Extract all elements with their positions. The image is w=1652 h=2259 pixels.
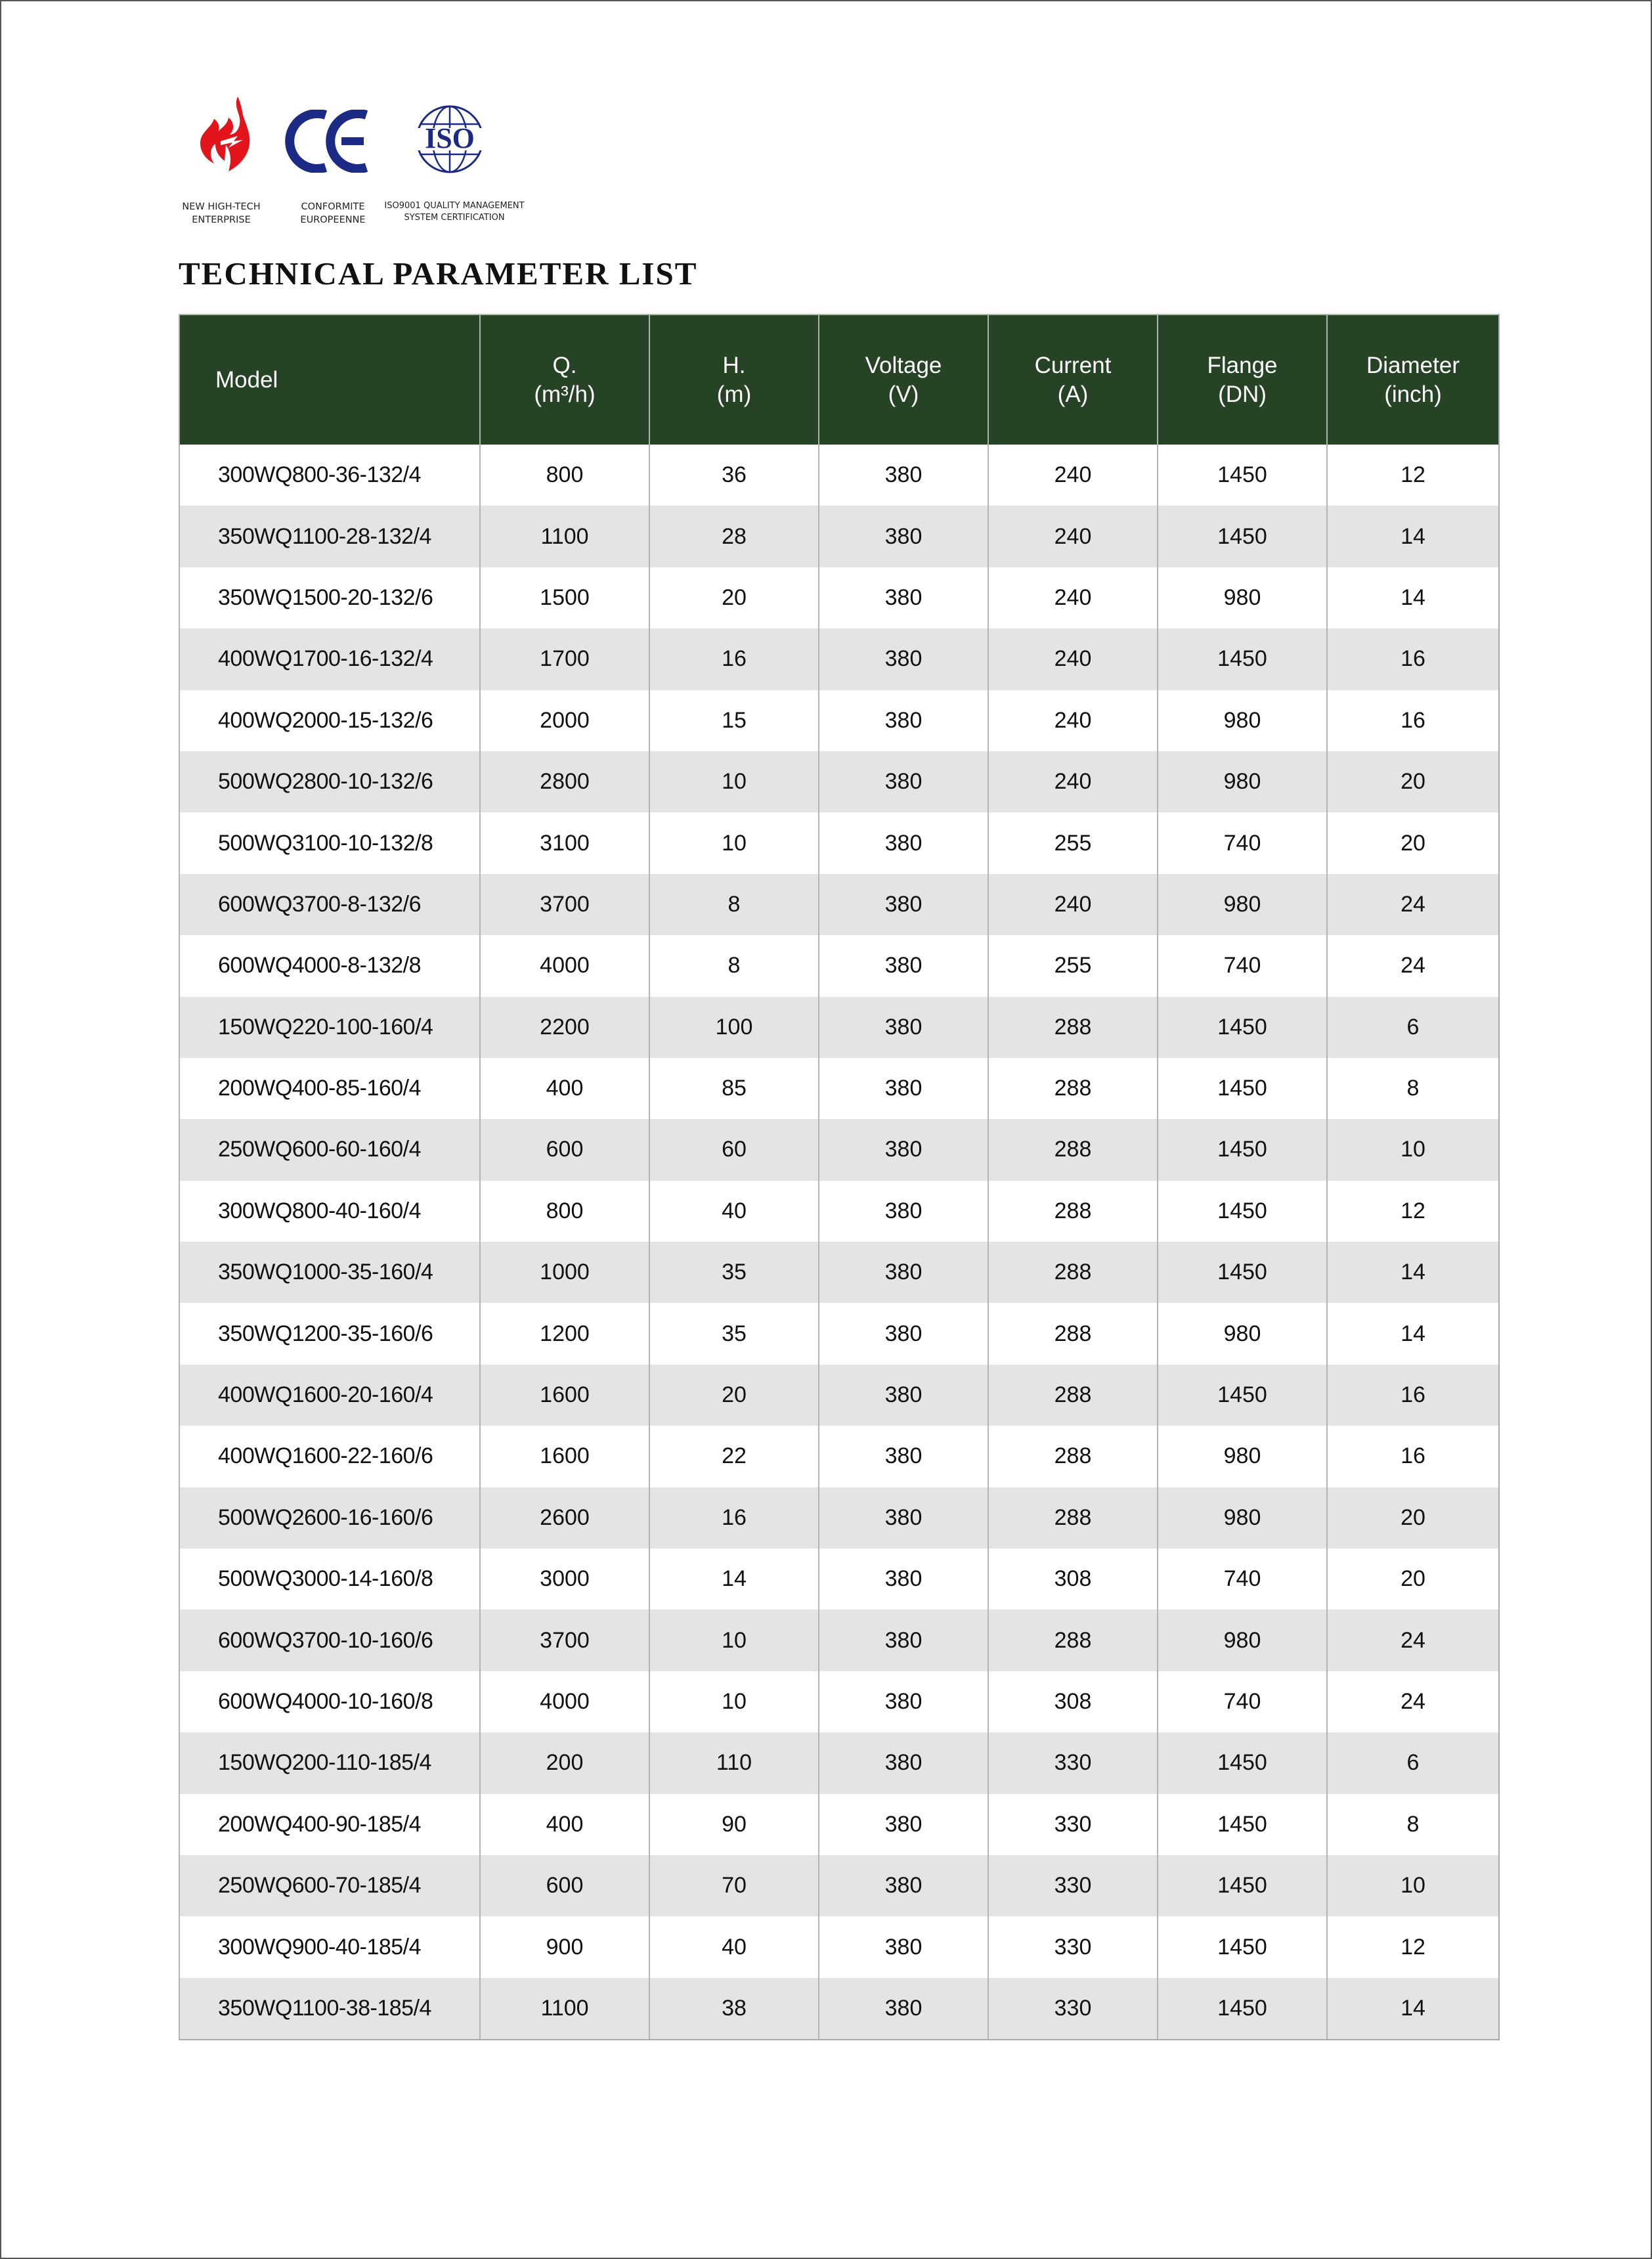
table-row bbox=[179, 751, 1499, 812]
table-row bbox=[179, 1058, 1499, 1119]
cell-flange: 980 bbox=[1158, 1487, 1327, 1548]
cell-head-h: 100 bbox=[649, 997, 819, 1058]
cell-current: 288 bbox=[988, 1058, 1158, 1119]
cell-current: 240 bbox=[988, 567, 1158, 628]
cell-current: 288 bbox=[988, 1365, 1158, 1426]
cell-current: 308 bbox=[988, 1671, 1158, 1732]
table-row bbox=[179, 506, 1499, 567]
parameter-table-container bbox=[179, 314, 1498, 2040]
cell-flange: 740 bbox=[1158, 812, 1327, 873]
cell-voltage: 380 bbox=[819, 445, 988, 506]
cell-voltage: 380 bbox=[819, 506, 988, 567]
cell-diameter: 20 bbox=[1327, 1487, 1499, 1548]
cell-model: 500WQ2800-10-132/6 bbox=[179, 751, 480, 812]
cell-diameter: 20 bbox=[1327, 812, 1499, 873]
high-tech-logo bbox=[185, 95, 271, 177]
cell-head-h: 20 bbox=[649, 1365, 819, 1426]
cell-current: 330 bbox=[988, 1732, 1158, 1793]
cell-model: 500WQ2600-16-160/6 bbox=[179, 1487, 480, 1548]
cell-head-h: 14 bbox=[649, 1548, 819, 1610]
cell-current: 288 bbox=[988, 1303, 1158, 1364]
cell-current: 288 bbox=[988, 1487, 1158, 1548]
cell-head-h: 8 bbox=[649, 935, 819, 996]
cell-voltage: 380 bbox=[819, 1610, 988, 1671]
cell-head-h: 16 bbox=[649, 1487, 819, 1548]
cell-flange: 1450 bbox=[1158, 1058, 1327, 1119]
cell-head-h: 10 bbox=[649, 1610, 819, 1671]
column-header-label: Q. bbox=[552, 352, 577, 378]
cell-head-h: 15 bbox=[649, 690, 819, 751]
cell-head-h: 85 bbox=[649, 1058, 819, 1119]
cell-flange: 740 bbox=[1158, 1671, 1327, 1732]
column-header-unit: (DN) bbox=[1218, 381, 1267, 407]
cell-model: 300WQ900-40-185/4 bbox=[179, 1916, 480, 1977]
cell-flow-q: 3000 bbox=[480, 1548, 649, 1610]
cell-current: 330 bbox=[988, 1855, 1158, 1916]
cell-flow-q: 200 bbox=[480, 1732, 649, 1793]
table-row bbox=[179, 1671, 1499, 1732]
cell-model: 350WQ1000-35-160/4 bbox=[179, 1242, 480, 1303]
cell-voltage: 380 bbox=[819, 567, 988, 628]
cell-flow-q: 2600 bbox=[480, 1487, 649, 1548]
cell-current: 240 bbox=[988, 751, 1158, 812]
table-row bbox=[179, 1426, 1499, 1487]
cell-current: 330 bbox=[988, 1794, 1158, 1855]
table-row bbox=[179, 1732, 1499, 1793]
table-row bbox=[179, 1916, 1499, 1977]
column-header-unit: (inch) bbox=[1384, 381, 1442, 407]
cell-voltage: 380 bbox=[819, 1916, 988, 1977]
cell-model: 250WQ600-60-160/4 bbox=[179, 1119, 480, 1180]
cell-diameter: 12 bbox=[1327, 445, 1499, 506]
cell-head-h: 36 bbox=[649, 445, 819, 506]
cell-flow-q: 4000 bbox=[480, 1671, 649, 1732]
cell-diameter: 16 bbox=[1327, 628, 1499, 690]
cell-flange: 1450 bbox=[1158, 1794, 1327, 1855]
cell-head-h: 40 bbox=[649, 1181, 819, 1242]
cell-diameter: 6 bbox=[1327, 997, 1499, 1058]
cell-model: 600WQ4000-10-160/8 bbox=[179, 1671, 480, 1732]
cell-current: 240 bbox=[988, 690, 1158, 751]
cell-voltage: 380 bbox=[819, 1487, 988, 1548]
cell-flange: 1450 bbox=[1158, 1181, 1327, 1242]
cell-flow-q: 2800 bbox=[480, 751, 649, 812]
ce-logo bbox=[285, 110, 377, 175]
cell-diameter: 8 bbox=[1327, 1058, 1499, 1119]
table-row bbox=[179, 1119, 1499, 1180]
cell-diameter: 10 bbox=[1327, 1855, 1499, 1916]
cell-current: 240 bbox=[988, 506, 1158, 567]
cell-flow-q: 2000 bbox=[480, 690, 649, 751]
cell-diameter: 24 bbox=[1327, 1671, 1499, 1732]
cell-voltage: 380 bbox=[819, 935, 988, 996]
cell-diameter: 8 bbox=[1327, 1794, 1499, 1855]
cell-flange: 980 bbox=[1158, 1426, 1327, 1487]
cell-voltage: 380 bbox=[819, 874, 988, 935]
cell-flange: 1450 bbox=[1158, 506, 1327, 567]
column-header-label: H. bbox=[722, 352, 746, 378]
cell-flange: 1450 bbox=[1158, 1916, 1327, 1977]
cell-diameter: 14 bbox=[1327, 1978, 1499, 2040]
column-header-label: Diameter bbox=[1366, 352, 1460, 378]
cell-diameter: 14 bbox=[1327, 506, 1499, 567]
cell-flange: 980 bbox=[1158, 567, 1327, 628]
cell-flow-q: 600 bbox=[480, 1119, 649, 1180]
cell-model: 300WQ800-36-132/4 bbox=[179, 445, 480, 506]
cell-current: 330 bbox=[988, 1916, 1158, 1977]
cell-voltage: 380 bbox=[819, 997, 988, 1058]
cell-head-h: 35 bbox=[649, 1242, 819, 1303]
cell-current: 240 bbox=[988, 445, 1158, 506]
cell-diameter: 14 bbox=[1327, 1303, 1499, 1364]
table-row bbox=[179, 628, 1499, 690]
cell-current: 330 bbox=[988, 1978, 1158, 2040]
cell-head-h: 8 bbox=[649, 874, 819, 935]
cell-flow-q: 2200 bbox=[480, 997, 649, 1058]
cell-voltage: 380 bbox=[819, 1732, 988, 1793]
cell-head-h: 110 bbox=[649, 1732, 819, 1793]
column-header-flange bbox=[1158, 315, 1327, 445]
cell-model: 350WQ1100-28-132/4 bbox=[179, 506, 480, 567]
iso-globe-icon bbox=[409, 103, 490, 175]
cell-flow-q: 1700 bbox=[480, 628, 649, 690]
cell-current: 288 bbox=[988, 1242, 1158, 1303]
column-header-label: Model bbox=[215, 366, 278, 393]
cell-flange: 980 bbox=[1158, 1303, 1327, 1364]
cell-voltage: 380 bbox=[819, 751, 988, 812]
table-row bbox=[179, 812, 1499, 873]
cell-diameter: 24 bbox=[1327, 1610, 1499, 1671]
cell-model: 150WQ200-110-185/4 bbox=[179, 1732, 480, 1793]
cell-flange: 1450 bbox=[1158, 1855, 1327, 1916]
iso-logo bbox=[407, 103, 492, 178]
table-row bbox=[179, 1365, 1499, 1426]
cell-diameter: 10 bbox=[1327, 1119, 1499, 1180]
table-row bbox=[179, 1610, 1499, 1671]
cell-flange: 980 bbox=[1158, 751, 1327, 812]
cell-diameter: 12 bbox=[1327, 1916, 1499, 1977]
cell-flange: 1450 bbox=[1158, 1119, 1327, 1180]
cell-model: 400WQ1700-16-132/4 bbox=[179, 628, 480, 690]
cell-flow-q: 3700 bbox=[480, 1610, 649, 1671]
column-header-flow-q bbox=[480, 315, 649, 445]
parameter-table bbox=[179, 314, 1500, 2040]
cell-head-h: 60 bbox=[649, 1119, 819, 1180]
cell-head-h: 90 bbox=[649, 1794, 819, 1855]
cell-current: 240 bbox=[988, 628, 1158, 690]
cell-head-h: 10 bbox=[649, 751, 819, 812]
cell-model: 350WQ1200-35-160/6 bbox=[179, 1303, 480, 1364]
cell-voltage: 380 bbox=[819, 1058, 988, 1119]
cell-diameter: 16 bbox=[1327, 1426, 1499, 1487]
column-header-unit: (V) bbox=[888, 381, 919, 407]
table-body bbox=[179, 445, 1499, 2040]
cell-current: 308 bbox=[988, 1548, 1158, 1610]
cell-model: 200WQ400-90-185/4 bbox=[179, 1794, 480, 1855]
table-row bbox=[179, 1303, 1499, 1364]
cell-diameter: 14 bbox=[1327, 1242, 1499, 1303]
iso-logo-text: ISO bbox=[425, 122, 475, 154]
column-header-diameter bbox=[1327, 315, 1499, 445]
cell-flange: 980 bbox=[1158, 690, 1327, 751]
cell-voltage: 380 bbox=[819, 1978, 988, 2040]
cell-current: 288 bbox=[988, 1610, 1158, 1671]
cell-model: 300WQ800-40-160/4 bbox=[179, 1181, 480, 1242]
cell-current: 255 bbox=[988, 935, 1158, 996]
cell-current: 288 bbox=[988, 997, 1158, 1058]
cell-voltage: 380 bbox=[819, 1794, 988, 1855]
cell-model: 500WQ3000-14-160/8 bbox=[179, 1548, 480, 1610]
cell-flow-q: 900 bbox=[480, 1916, 649, 1977]
cell-model: 350WQ1100-38-185/4 bbox=[179, 1978, 480, 2040]
cell-current: 255 bbox=[988, 812, 1158, 873]
cell-diameter: 14 bbox=[1327, 567, 1499, 628]
cell-voltage: 380 bbox=[819, 1119, 988, 1180]
cell-voltage: 380 bbox=[819, 1303, 988, 1364]
cell-diameter: 16 bbox=[1327, 1365, 1499, 1426]
cell-diameter: 12 bbox=[1327, 1181, 1499, 1242]
cell-head-h: 35 bbox=[649, 1303, 819, 1364]
cell-flow-q: 1100 bbox=[480, 1978, 649, 2040]
cell-diameter: 16 bbox=[1327, 690, 1499, 751]
table-header-row bbox=[179, 315, 1499, 445]
table-row bbox=[179, 1181, 1499, 1242]
cell-voltage: 380 bbox=[819, 812, 988, 873]
cell-flow-q: 600 bbox=[480, 1855, 649, 1916]
cell-model: 400WQ2000-15-132/6 bbox=[179, 690, 480, 751]
cell-flow-q: 400 bbox=[480, 1794, 649, 1855]
cell-flange: 1450 bbox=[1158, 445, 1327, 506]
cell-head-h: 10 bbox=[649, 1671, 819, 1732]
cell-voltage: 380 bbox=[819, 1181, 988, 1242]
cell-head-h: 40 bbox=[649, 1916, 819, 1977]
flame-emblem-icon bbox=[192, 95, 264, 174]
cell-flow-q: 1500 bbox=[480, 567, 649, 628]
table-row bbox=[179, 1794, 1499, 1855]
table-row bbox=[179, 1242, 1499, 1303]
table-row bbox=[179, 1548, 1499, 1610]
cell-flow-q: 1000 bbox=[480, 1242, 649, 1303]
table-row bbox=[179, 567, 1499, 628]
cell-flow-q: 800 bbox=[480, 445, 649, 506]
cell-diameter: 20 bbox=[1327, 1548, 1499, 1610]
cell-model: 600WQ3700-8-132/6 bbox=[179, 874, 480, 935]
cell-head-h: 38 bbox=[649, 1978, 819, 2040]
cell-flow-q: 3100 bbox=[480, 812, 649, 873]
cell-flange: 1450 bbox=[1158, 1242, 1327, 1303]
cell-model: 400WQ1600-20-160/4 bbox=[179, 1365, 480, 1426]
column-header-head-h bbox=[649, 315, 819, 445]
cell-voltage: 380 bbox=[819, 690, 988, 751]
column-header-unit: (A) bbox=[1057, 381, 1089, 407]
table-row bbox=[179, 874, 1499, 935]
cell-voltage: 380 bbox=[819, 1548, 988, 1610]
cell-flow-q: 1200 bbox=[480, 1303, 649, 1364]
cell-current: 288 bbox=[988, 1426, 1158, 1487]
certification-logos bbox=[172, 95, 527, 233]
cell-flange: 1450 bbox=[1158, 628, 1327, 690]
column-header-label: Voltage bbox=[865, 352, 942, 378]
cell-head-h: 28 bbox=[649, 506, 819, 567]
cell-voltage: 380 bbox=[819, 1426, 988, 1487]
cell-voltage: 380 bbox=[819, 1855, 988, 1916]
cell-flange: 980 bbox=[1158, 1610, 1327, 1671]
cell-flange: 1450 bbox=[1158, 997, 1327, 1058]
column-header-voltage bbox=[819, 315, 988, 445]
cell-model: 350WQ1500-20-132/6 bbox=[179, 567, 480, 628]
cell-current: 240 bbox=[988, 874, 1158, 935]
cell-head-h: 20 bbox=[649, 567, 819, 628]
cell-flange: 740 bbox=[1158, 1548, 1327, 1610]
cell-head-h: 10 bbox=[649, 812, 819, 873]
cell-flow-q: 3700 bbox=[480, 874, 649, 935]
cell-head-h: 70 bbox=[649, 1855, 819, 1916]
cell-flange: 1450 bbox=[1158, 1978, 1327, 2040]
table-row bbox=[179, 1855, 1499, 1916]
cell-flange: 740 bbox=[1158, 935, 1327, 996]
cell-diameter: 24 bbox=[1327, 874, 1499, 935]
cell-current: 288 bbox=[988, 1181, 1158, 1242]
column-header-unit: (m) bbox=[716, 381, 752, 407]
column-header-current bbox=[988, 315, 1158, 445]
cell-flange: 1450 bbox=[1158, 1732, 1327, 1793]
cell-voltage: 380 bbox=[819, 628, 988, 690]
cell-head-h: 22 bbox=[649, 1426, 819, 1487]
cell-model: 600WQ4000-8-132/8 bbox=[179, 935, 480, 996]
cell-model: 150WQ220-100-160/4 bbox=[179, 997, 480, 1058]
table-row bbox=[179, 1487, 1499, 1548]
cell-flow-q: 1600 bbox=[480, 1365, 649, 1426]
cell-flow-q: 400 bbox=[480, 1058, 649, 1119]
cell-voltage: 380 bbox=[819, 1671, 988, 1732]
table-row bbox=[179, 445, 1499, 506]
cell-flow-q: 800 bbox=[480, 1181, 649, 1242]
cell-flow-q: 1600 bbox=[480, 1426, 649, 1487]
cell-flow-q: 4000 bbox=[480, 935, 649, 996]
iso-caption: ISO9001 QUALITY MANAGEMENT SYSTEM CERTIFICATION bbox=[384, 201, 525, 223]
page-title: TECHNICAL PARAMETER LIST bbox=[179, 255, 698, 292]
column-header-unit: (m³/h) bbox=[534, 381, 596, 407]
cell-model: 500WQ3100-10-132/8 bbox=[179, 812, 480, 873]
cell-flange: 980 bbox=[1158, 874, 1327, 935]
column-header-model bbox=[179, 315, 480, 445]
column-header-label: Current bbox=[1034, 352, 1112, 378]
cell-current: 288 bbox=[988, 1119, 1158, 1180]
high-tech-caption: NEW HIGH-TECH ENTERPRISE bbox=[182, 202, 261, 225]
table-row bbox=[179, 997, 1499, 1058]
cell-model: 600WQ3700-10-160/6 bbox=[179, 1610, 480, 1671]
cell-head-h: 16 bbox=[649, 628, 819, 690]
cell-flange: 1450 bbox=[1158, 1365, 1327, 1426]
cell-model: 250WQ600-70-185/4 bbox=[179, 1855, 480, 1916]
column-header-label: Flange bbox=[1207, 352, 1278, 378]
table-row bbox=[179, 1978, 1499, 2040]
cell-diameter: 6 bbox=[1327, 1732, 1499, 1793]
ce-caption: CONFORMITE EUROPEENNE bbox=[300, 202, 366, 225]
table-row bbox=[179, 690, 1499, 751]
cell-diameter: 24 bbox=[1327, 935, 1499, 996]
cell-model: 400WQ1600-22-160/6 bbox=[179, 1426, 480, 1487]
cell-model: 200WQ400-85-160/4 bbox=[179, 1058, 480, 1119]
cell-voltage: 380 bbox=[819, 1365, 988, 1426]
cell-flow-q: 1100 bbox=[480, 506, 649, 567]
cell-diameter: 20 bbox=[1327, 751, 1499, 812]
table-row bbox=[179, 935, 1499, 996]
cell-voltage: 380 bbox=[819, 1242, 988, 1303]
ce-mark-icon bbox=[285, 110, 377, 173]
